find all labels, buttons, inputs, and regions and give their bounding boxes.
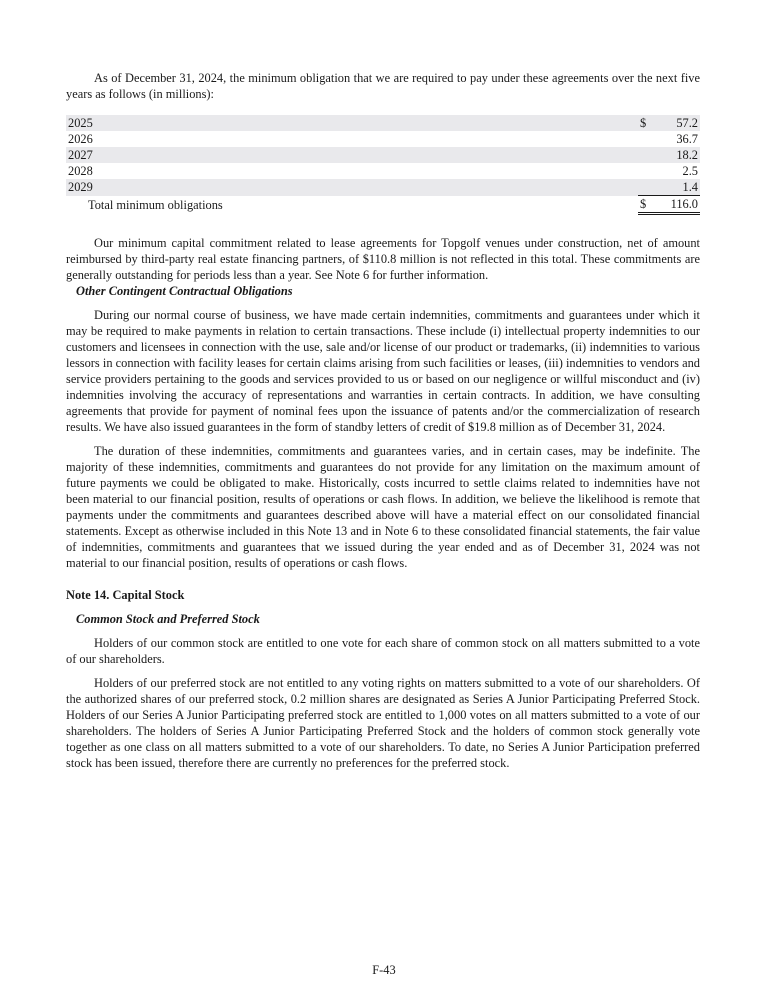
total-currency: $: [638, 196, 656, 214]
year-cell: 2028: [68, 164, 93, 178]
note-14-heading: Note 14. Capital Stock: [66, 588, 185, 602]
year-cell: 2027: [66, 147, 638, 163]
year-cell: 2025: [66, 115, 638, 131]
page-number: F-43: [372, 963, 396, 977]
preferred-stock-paragraph: Holders of our preferred stock are not entitled to any voting rights on matters submitted to a vote of our shareholders. Of the authorized shares of our preferred stock, 0.2 million shares are designated as Series A Junior Participating Preferred Stock. Holders of our Series A Junior Participating preferred stock are entitled to 1,000 votes on all matters submitted to a vote of our shareholders. The holders of Series A Junior Participating Preferred Stock and the holders of common stock generally vote together as one class on all matters submitted to a vote of our shareholders. To date, no Series A Junior Participation preferred stock has been issued, therefore there are currently no preferences for the preferred stock.: [66, 676, 700, 770]
table-row: [66, 147, 700, 163]
currency-cell: $: [638, 115, 656, 131]
total-label: Total minimum obligations: [88, 197, 223, 212]
intro-paragraph: As of December 31, 2024, the minimum obligation that we are required to pay under these agreements over the next five years as follows (in millions):: [66, 71, 700, 101]
value-cell: 57.2: [656, 115, 700, 131]
currency-cell: [638, 163, 656, 179]
other-contingent-obligations-heading: Other Contingent Contractual Obligations: [76, 284, 293, 298]
currency-cell: [638, 179, 656, 196]
value-cell: 2.5: [682, 164, 698, 178]
total-value: 116.0: [656, 196, 700, 214]
year-cell: 2026: [68, 132, 93, 146]
value-cell: 18.2: [656, 147, 700, 163]
value-cell: 36.7: [676, 132, 698, 146]
indemnities-paragraph: During our normal course of business, we have made certain indemnities, commitments and guarantees under which it may be required to make payments in relation to certain transactions. These include (i) intellectual property indemnities to our customers and licensees in connection with the use, sale and/or license of our product or trademarks, (ii) indemnities to various lessors in connection with facility leases for certain claims arising from such facilities or leases, (iii) indemnities to vendors and service providers pertaining to the goods and services provided to us or based on our negligence or willful misconduct and (iv) indemnities involving the accuracy of representations and warranties in certain contracts. In addition, we have consulting agreements that provide for payment of nominal fees upon the issuance of patents and/or the commercialization of research results. We have also issued guarantees in the form of standby letters of credit of $19.8 million as of December 31, 2024.: [66, 308, 700, 434]
common-preferred-stock-heading: Common Stock and Preferred Stock: [76, 612, 260, 626]
year-cell: 2029: [66, 179, 638, 196]
minimum-obligations-table: [66, 115, 700, 215]
table-row: [66, 179, 700, 196]
currency-cell: [638, 147, 656, 163]
table-row: [66, 163, 700, 179]
table-row: [66, 131, 700, 147]
total-row: [66, 196, 700, 214]
common-stock-paragraph: Holders of our common stock are entitled to one vote for each share of common stock on all matters submitted to a vote of our shareholders.: [66, 636, 700, 666]
currency-cell: [638, 131, 656, 147]
value-cell: 1.4: [656, 179, 700, 196]
capital-commitment-paragraph: Our minimum capital commitment related to lease agreements for Topgolf venues under construction, net of amount reimbursed by third-party real estate financing partners, of $110.8 million is not reflected in this total. These commitments are generally outstanding for periods less than a year. See Note 6 for further information.: [66, 236, 700, 282]
duration-paragraph: The duration of these indemnities, commitments and guarantees varies, and in certain cases, may be indefinite. The majority of these indemnities, commitments and guarantees do not provide for any limitation on the maximum amount of future payments we could be obligated to make. Historically, costs incurred to settle claims related to indemnities have not been material to our financial position, results of operations or cash flows. In addition, we believe the likelihood is remote that payments under the commitments and guarantees described above will have a material effect on our consolidated financial statements. Except as otherwise included in this Note 13 and in Note 6 to these consolidated financial statements, the fair value of indemnities, commitments and guarantees that we issued during the year ended and as of December 31, 2024 was not material to our financial position, results of operations or cash flows.: [66, 444, 700, 570]
table-row: [66, 115, 700, 131]
